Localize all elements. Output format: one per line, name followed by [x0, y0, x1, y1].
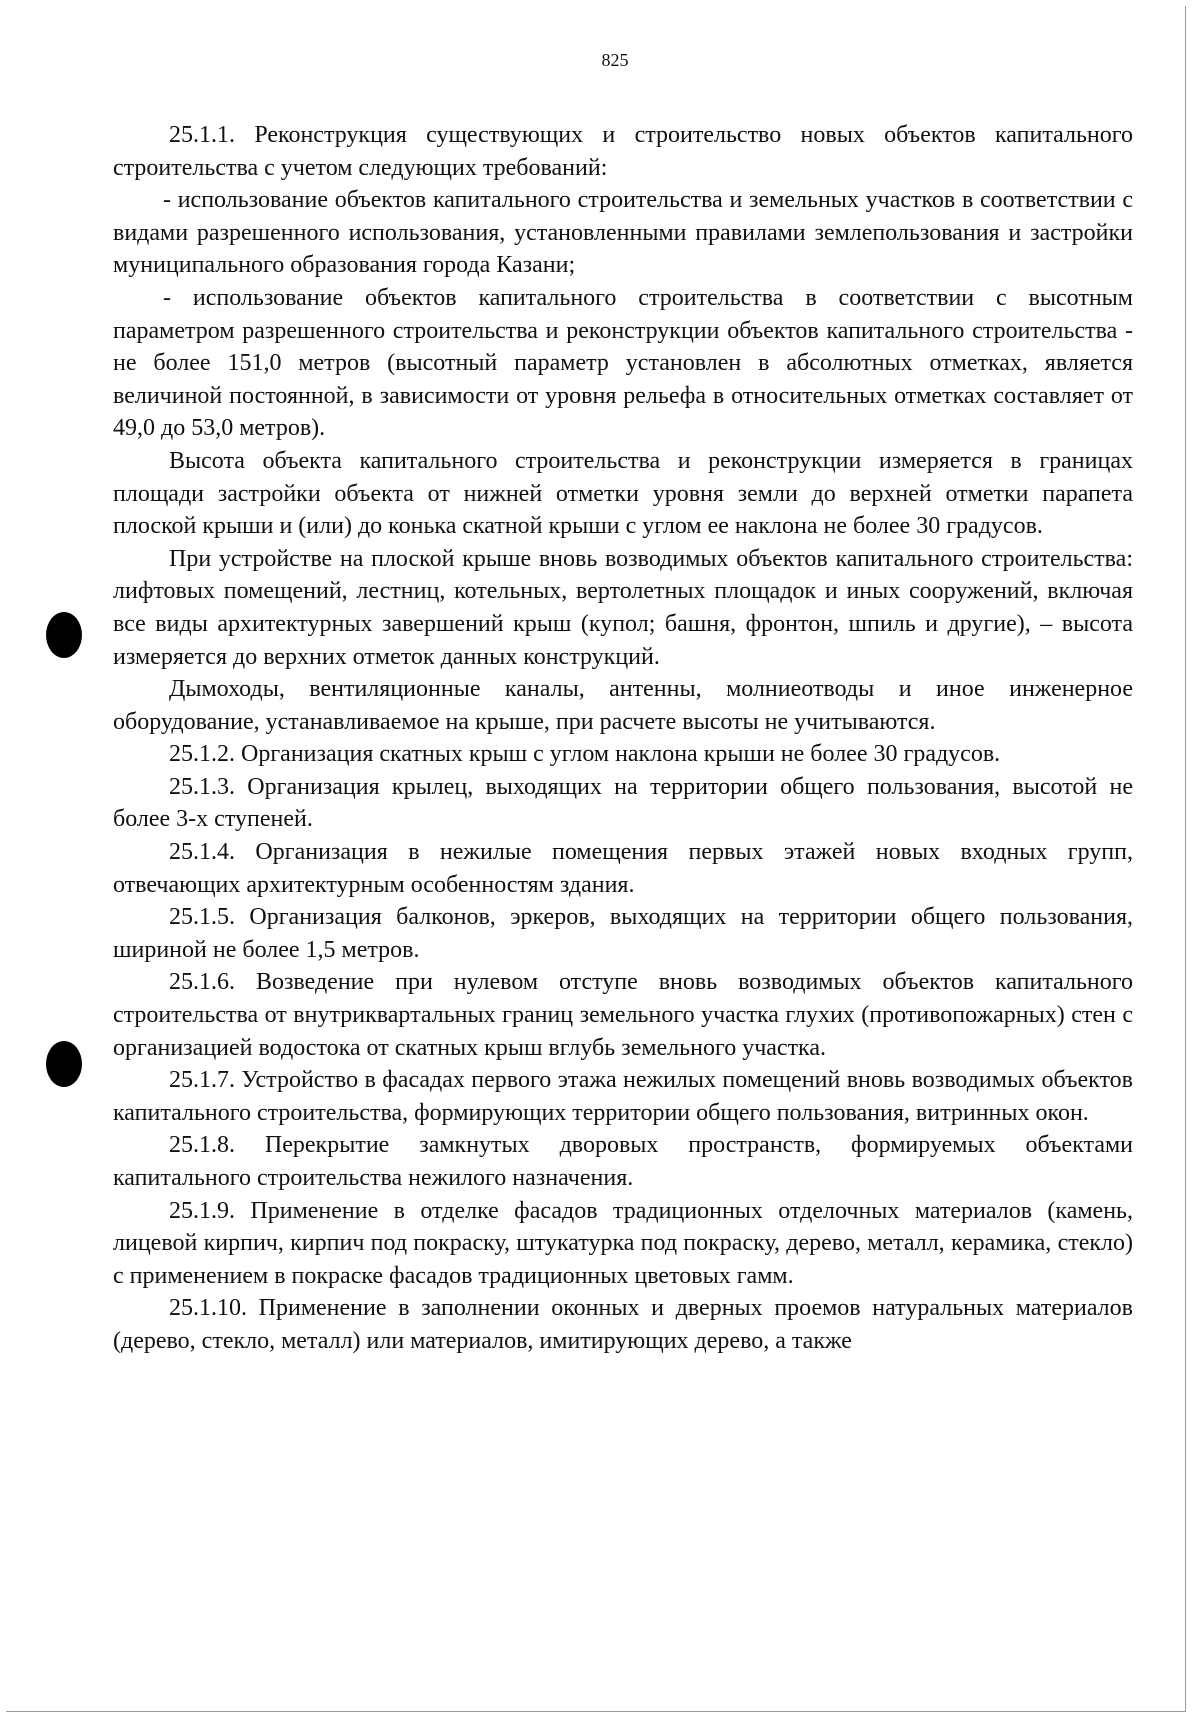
- clause-25-1-1: 25.1.1. Реконструкция существующих и строительство новых объектов капитального строительства с учетом следующих требований:: [113, 122, 1133, 181]
- page-number: 825: [601, 50, 629, 70]
- clause-25-1-2: 25.1.2. Организация скатных крыш с углом наклона крыши не более 30 градусов.: [169, 741, 1001, 768]
- punch-hole-mark: [46, 612, 82, 658]
- paragraph-roof-equipment: Дымоходы, вентиляционные каналы, антенны, молниеотводы и иное инженерное оборудование, устанавливаемое на крыше, при расчете высоты не учитываются.: [113, 676, 1133, 735]
- document-body: [113, 119, 1133, 1358]
- paragraph-height-measurement: Высота объекта капитального строительства и реконструкции измеряется в границах площади застройки объекта от нижней отметки уровня земли до верхней отметки парапета плоской крыши и (или) до конька скатной крыши с углом ее наклона не более 30 градусов.: [113, 447, 1133, 540]
- clause-25-1-7: 25.1.7. Устройство в фасадах первого этажа нежилых помещений вновь возводимых объектов капитального строительства, формирующих территории общего пользования, витринных окон.: [113, 1067, 1133, 1126]
- clause-25-1-5: 25.1.5. Организация балконов, эркеров, выходящих на территории общего пользования, шириной не более 1,5 метров.: [113, 904, 1133, 963]
- clause-25-1-3: 25.1.3. Организация крылец, выходящих на территории общего пользования, высотой не более 3-х ступеней.: [113, 773, 1133, 833]
- clause-25-1-10: 25.1.10. Применение в заполнении оконных и дверных проемов натуральных материалов (дерево, стекло, металл) или материалов, имитирующих дерево, а также: [113, 1295, 1133, 1354]
- bullet-height-parameter: - использование объектов капитального строительства в соответствии с высотным параметром разрешенного строительства и реконструкции объектов капитального строительства - не более 151,0 метров (высотный параметр установлен в абсолютных отметках, является величиной постоянной, в зависимости от уровня рельефа в относительных отметках составляет от 49,0 до 53,0 метров).: [113, 284, 1133, 442]
- paragraph-flat-roof-structures: При устройстве на плоской крыше вновь возводимых объектов капитального строительства: лифтовых помещений, лестниц, котельных, вертолетных площадок и иных сооружений, включая все виды архитектурных завершений крыш (купол; башня, фронтон, шпиль и другие), – высота измеряется до верхних отметок данных конструкций.: [113, 545, 1133, 670]
- punch-hole-mark: [46, 1041, 82, 1087]
- bullet-land-use: - использование объектов капитального строительства и земельных участков в соответствии с видами разрешенного использования, установленными правилами землепользования и застройки муниципального образования города Казани;: [113, 187, 1133, 279]
- clause-25-1-4: 25.1.4. Организация в нежилые помещения первых этажей новых входных групп, отвечающих архитектурным особенностям здания.: [113, 839, 1133, 898]
- clause-25-1-8: 25.1.8. Перекрытие замкнутых дворовых пространств, формируемых объектами капитального строительства нежилого назначения.: [113, 1132, 1133, 1191]
- clause-25-1-9: 25.1.9. Применение в отделке фасадов традиционных отделочных материалов (камень, лицевой кирпич, кирпич под покраску, штукатурка под покраску, дерево, металл, керамика, стекло) с применением в покраске фасадов традиционных цветовых гамм.: [113, 1197, 1133, 1289]
- clause-25-1-6: 25.1.6. Возведение при нулевом отступе вновь возводимых объектов капитального строительства от внутриквартальных границ земельного участка глухих (противопожарных) стен с организацией водостока от скатных крыш вглубь земельного участка.: [113, 969, 1133, 1061]
